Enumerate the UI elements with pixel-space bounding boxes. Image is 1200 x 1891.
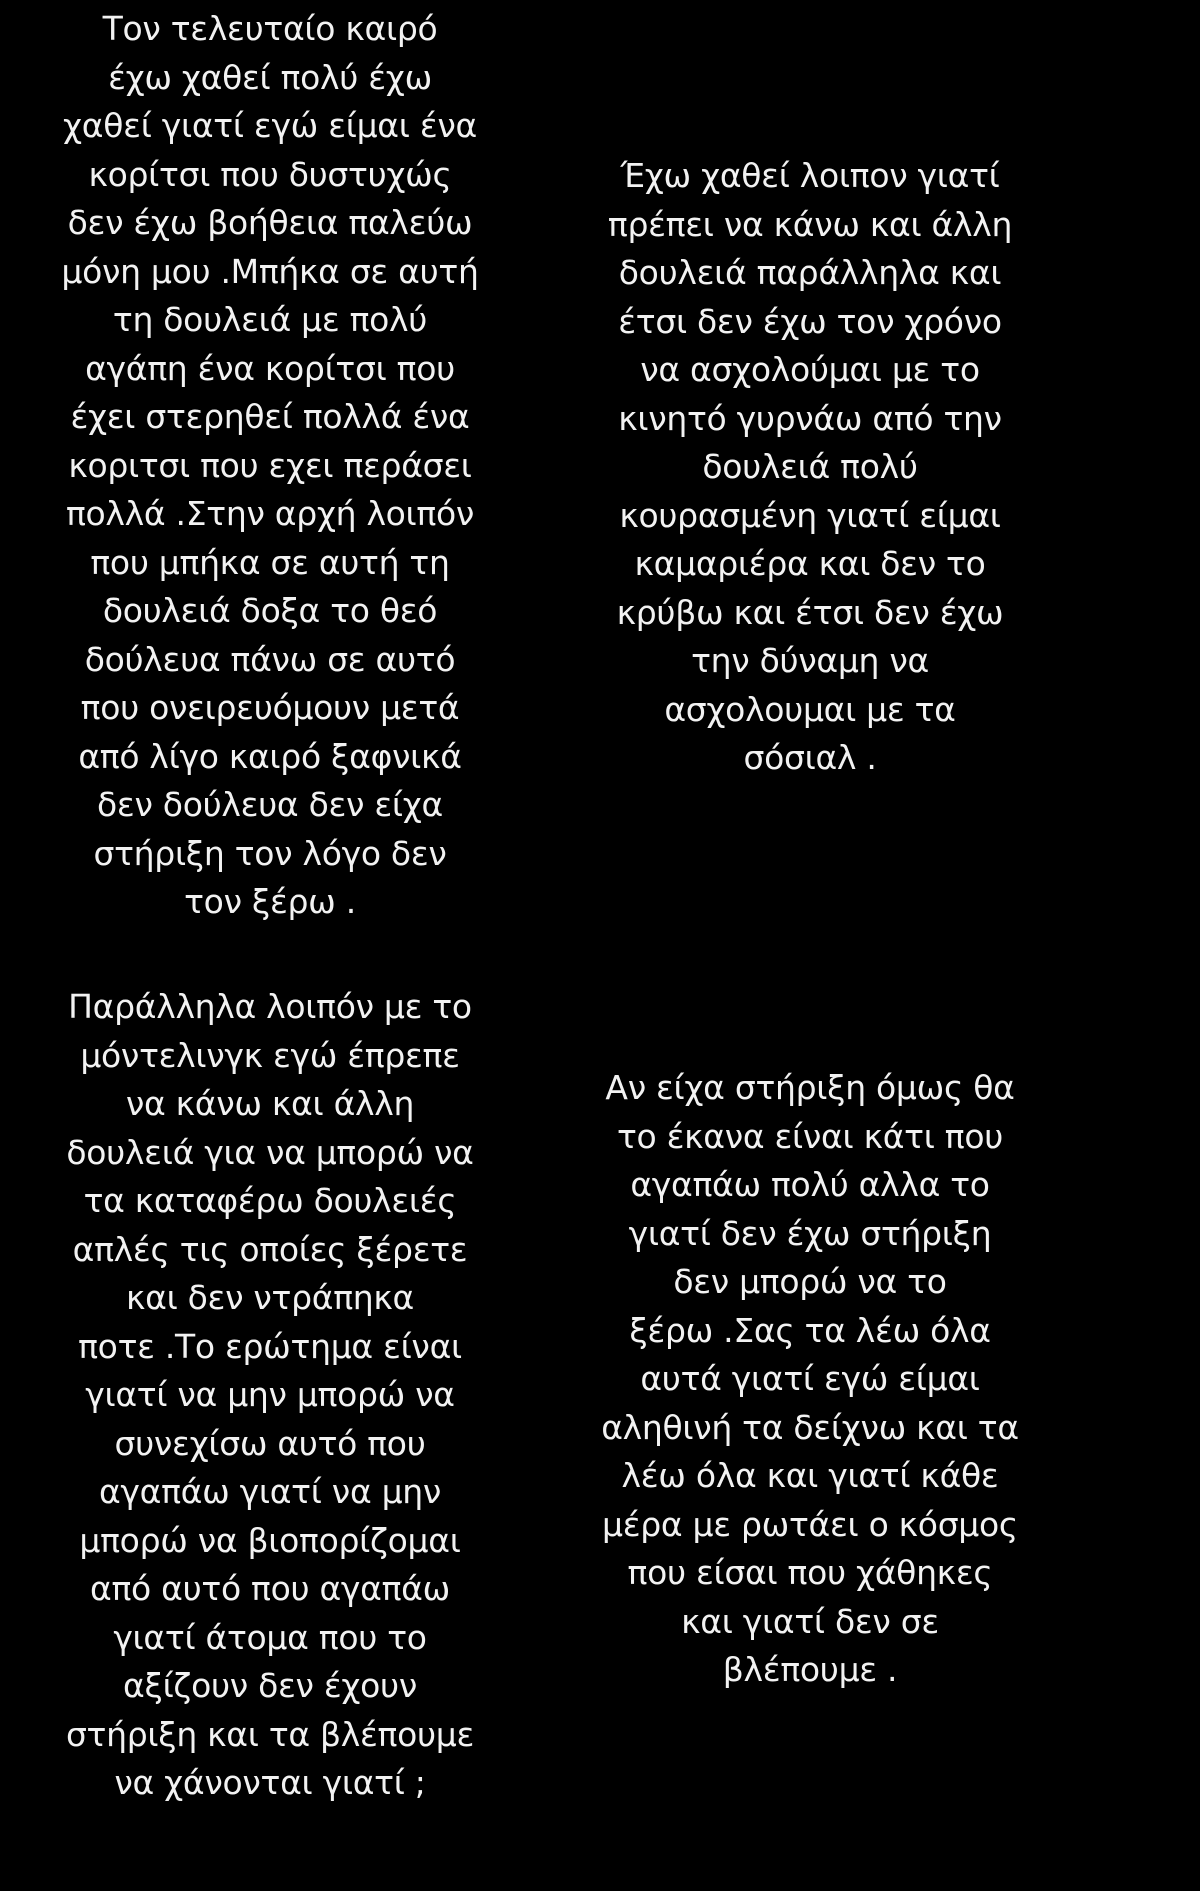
text-line: αληθινή τα δείχνω και τα	[601, 1407, 1019, 1447]
text-line: έτσι δεν έχω τον χρόνο	[618, 301, 1002, 341]
text-line: το έκανα είναι κάτι που	[616, 1116, 1004, 1156]
text-line: μπορώ να βιοπορίζομαι	[79, 1520, 461, 1560]
text-line: να κάνω και άλλη	[125, 1084, 415, 1123]
text-line: καμαριέρα και δεν το	[634, 544, 986, 583]
text-line: έχει στερηθεί πολλά ένα	[70, 397, 470, 436]
text-line: την δύναμη να	[691, 641, 929, 680]
text-line: αξίζουν δεν έχουν	[123, 1666, 417, 1705]
text-line: κορίτσι που δυστυχώς	[88, 154, 452, 194]
text-line: και γιατί δεν σε	[681, 1601, 939, 1641]
text-line: Παράλληλα λοιπόν με το	[68, 987, 472, 1026]
text-line: από αυτό που αγαπάω	[90, 1569, 450, 1608]
text-line: τον ξέρω .	[184, 882, 356, 921]
text-line: τα καταφέρω δουλειές	[83, 1181, 457, 1220]
text-line: συνεχίσω αυτό που	[114, 1423, 426, 1463]
text-block-bottom-right	[560, 1064, 1060, 1695]
text-line: γιατί άτομα που το	[113, 1617, 427, 1657]
text-line: έχω χαθεί πολύ έχω	[108, 57, 432, 97]
text-line: από λίγο καιρό ξαφνικά	[78, 736, 462, 776]
text-line: που μπήκα σε αυτή τη	[90, 542, 450, 582]
text-line: δουλειά δοξα το θεό	[102, 591, 438, 630]
text-line: ασχολουμαι με τα	[664, 689, 956, 729]
text-block-bottom-left	[20, 983, 520, 1808]
text-line: Αν είχα στήριξη όμως θα	[605, 1068, 1015, 1107]
text-line: απλές τις οποίες ξέρετε	[72, 1229, 468, 1269]
text-line: στήριξη τον λόγο δεν	[93, 833, 447, 873]
text-line: χαθεί γιατί εγώ είμαι ένα	[63, 106, 477, 145]
text-line: να ασχολούμαι με το	[640, 350, 980, 389]
text-line: Έχω χαθεί λοιπον γιατί	[620, 156, 1000, 195]
text-line: αγαπάω πολύ αλλα το	[630, 1165, 990, 1204]
text-block-top-right	[560, 152, 1060, 783]
text-line: τη δουλειά με πολύ	[112, 300, 428, 339]
text-line: πρέπει να κάνω και άλλη	[607, 204, 1013, 244]
text-line: δουλειά για να μπορώ να	[66, 1132, 474, 1172]
text-line: γιατί δεν έχω στήριξη	[628, 1213, 992, 1253]
text-line: λέω όλα και γιατί κάθε	[621, 1456, 999, 1495]
text-line: μόντελινγκ εγώ έπρεπε	[80, 1035, 460, 1075]
text-line: στήριξη και τα βλέπουμε	[65, 1714, 475, 1754]
text-line: που ονειρευόμουν μετά	[80, 688, 460, 727]
text-line: αγαπάω γιατί να μην	[98, 1472, 442, 1511]
text-line: βλέπουμε .	[722, 1650, 898, 1689]
text-line: αυτά γιατί εγώ είμαι	[640, 1359, 980, 1398]
text-line: μέρα με ρωτάει ο κόσμος	[602, 1504, 1018, 1544]
text-line: κρύβω και έτσι δεν έχω	[616, 592, 1004, 632]
text-line: δεν έχω βοήθεια παλεύω	[67, 203, 473, 242]
text-line: και δεν ντράπηκα	[126, 1278, 414, 1317]
text-line: ποτε .Το ερώτημα είναι	[78, 1326, 462, 1366]
text-line: που είσαι που χάθηκες	[627, 1553, 993, 1592]
text-line: ξέρω .Σας τα λέω όλα	[629, 1310, 991, 1350]
text-line: δουλειά πολύ	[702, 447, 918, 486]
text-line: δουλειά παράλληλα και	[618, 253, 1002, 292]
text-line: δούλευα πάνω σε αυτό	[84, 639, 456, 679]
text-line: αγάπη ένα κορίτσι που	[85, 348, 455, 388]
text-line: να χάνονται γιατί ;	[114, 1763, 426, 1802]
text-line: μόνη μου .Μπήκα σε αυτή	[61, 251, 479, 291]
text-line: κοριτσι που εχει περάσει	[68, 445, 472, 485]
text-line: δεν μπορώ να το	[673, 1262, 947, 1301]
text-line: πολλά .Στην αρχή λοιπόν	[65, 494, 475, 533]
text-block-top-left	[20, 5, 520, 927]
text-line: σόσιαλ .	[743, 738, 877, 777]
text-line: κινητό γυρνάω από την	[618, 398, 1002, 438]
text-line: κουρασμένη γιατί είμαι	[619, 495, 1001, 535]
text-line: Τον τελευταίο καιρό	[102, 9, 438, 48]
text-line: δεν δούλευα δεν είχα	[97, 785, 443, 824]
text-line: γιατί να μην μπορώ να	[85, 1375, 455, 1414]
